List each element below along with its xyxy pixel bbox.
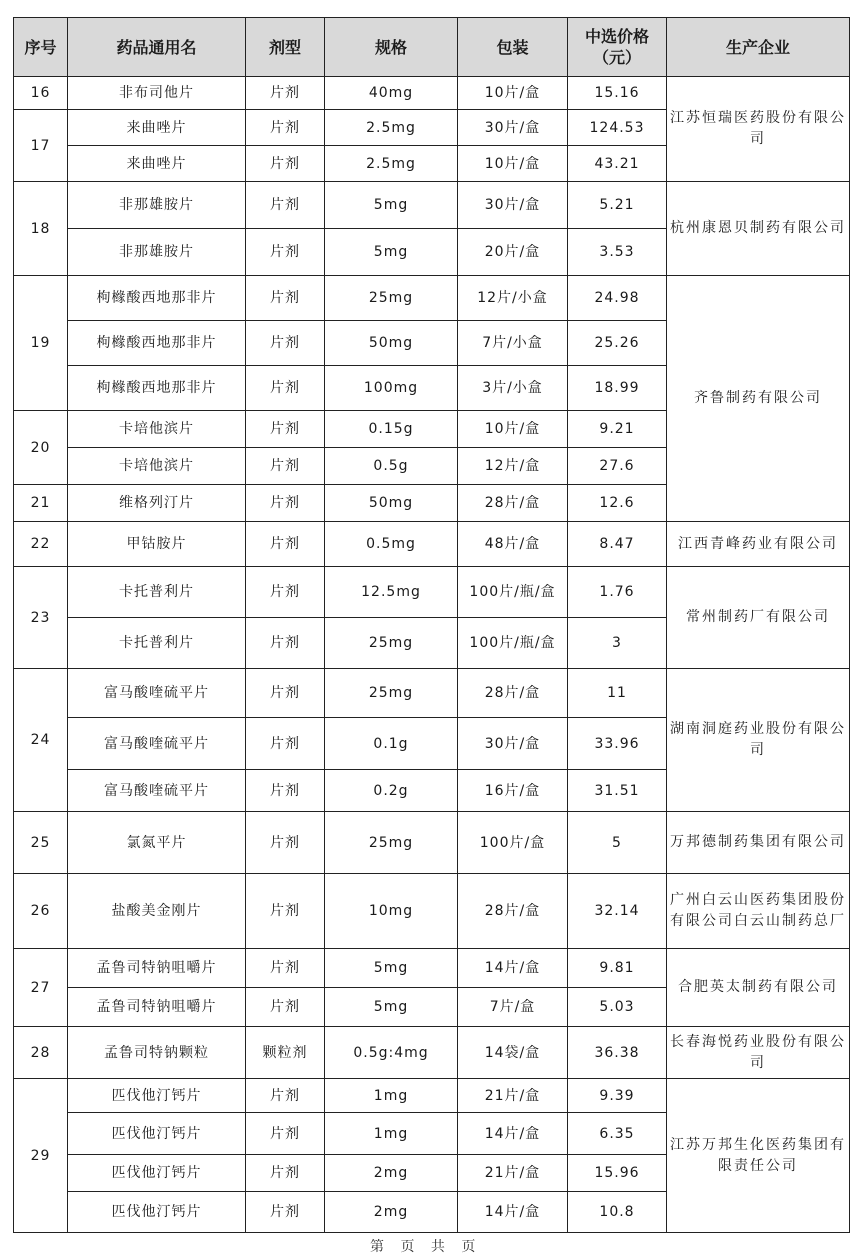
cell-form: 片剂 [246,1192,325,1233]
cell-spec: 100mg [325,366,458,411]
cell-form: 片剂 [246,448,325,485]
cell-no: 20 [14,411,68,485]
cell-spec: 5mg [325,182,458,229]
cell-form: 片剂 [246,485,325,522]
cell-pack: 100片/瓶/盒 [458,618,568,669]
cell-price: 6.35 [568,1113,667,1155]
cell-pack: 14片/盒 [458,949,568,988]
cell-company: 江苏恒瑞医药股份有限公司 [667,77,850,182]
cell-pack: 10片/盒 [458,411,568,448]
cell-spec: 50mg [325,321,458,366]
cell-name: 卡托普利片 [68,567,246,618]
cell-name: 非那雄胺片 [68,229,246,276]
cell-price: 3.53 [568,229,667,276]
cell-pack: 7片/小盒 [458,321,568,366]
cell-name: 维格列汀片 [68,485,246,522]
table-row [14,567,850,618]
cell-spec: 0.15g [325,411,458,448]
cell-name: 盐酸美金刚片 [68,874,246,949]
cell-price: 24.98 [568,276,667,321]
cell-pack: 48片/盒 [458,522,568,567]
cell-no: 24 [14,669,68,812]
cell-form: 片剂 [246,276,325,321]
cell-spec: 1mg [325,1113,458,1155]
cell-name: 甲钴胺片 [68,522,246,567]
cell-form: 片剂 [246,874,325,949]
cell-name: 枸橼酸西地那非片 [68,321,246,366]
header-price-line2: （元） [592,48,641,67]
cell-price: 9.39 [568,1079,667,1113]
cell-price: 12.6 [568,485,667,522]
cell-spec: 25mg [325,276,458,321]
cell-name: 来曲唑片 [68,146,246,182]
cell-spec: 2.5mg [325,110,458,146]
cell-spec: 0.5g [325,448,458,485]
cell-price: 11 [568,669,667,718]
cell-price: 32.14 [568,874,667,949]
cell-no: 29 [14,1079,68,1233]
cell-company: 常州制药厂有限公司 [667,567,850,669]
cell-spec: 0.5mg [325,522,458,567]
cell-spec: 5mg [325,229,458,276]
cell-price: 25.26 [568,321,667,366]
header-price [568,18,667,77]
cell-spec: 25mg [325,812,458,874]
cell-company: 广州白云山医药集团股份有限公司白云山制药总厂 [667,874,850,949]
header-form: 剂型 [246,18,325,77]
cell-pack: 3片/小盒 [458,366,568,411]
table-row [14,949,850,988]
cell-name: 来曲唑片 [68,110,246,146]
header-pack: 包装 [458,18,568,77]
header-price-line1: 中选价格 [584,27,649,46]
cell-price: 43.21 [568,146,667,182]
cell-form: 片剂 [246,182,325,229]
cell-spec: 5mg [325,988,458,1027]
cell-spec: 2.5mg [325,146,458,182]
cell-name: 卡培他滨片 [68,448,246,485]
cell-pack: 7片/盒 [458,988,568,1027]
cell-company: 合肥英太制药有限公司 [667,949,850,1027]
cell-price: 9.81 [568,949,667,988]
table-row [14,77,850,110]
cell-company: 江苏万邦生化医药集团有限责任公司 [667,1079,850,1233]
cell-form: 颗粒剂 [246,1027,325,1079]
table-row [14,1079,850,1113]
cell-spec: 2mg [325,1155,458,1192]
cell-no: 28 [14,1027,68,1079]
cell-spec: 50mg [325,485,458,522]
cell-pack: 14片/盒 [458,1113,568,1155]
cell-spec: 10mg [325,874,458,949]
cell-spec: 40mg [325,77,458,110]
header-no: 序号 [14,18,68,77]
cell-form: 片剂 [246,1113,325,1155]
cell-price: 5.21 [568,182,667,229]
cell-company: 齐鲁制药有限公司 [667,276,850,522]
table-row [14,874,850,949]
cell-form: 片剂 [246,718,325,770]
table-row [14,812,850,874]
table-row [14,276,850,321]
page-footer: 第 页 共 页 [370,1239,482,1255]
cell-form: 片剂 [246,567,325,618]
table-row [14,522,850,567]
cell-pack: 100片/盒 [458,812,568,874]
cell-pack: 30片/盒 [458,182,568,229]
cell-name: 非那雄胺片 [68,182,246,229]
cell-price: 31.51 [568,770,667,812]
cell-spec: 5mg [325,949,458,988]
cell-form: 片剂 [246,229,325,276]
cell-spec: 25mg [325,618,458,669]
cell-name: 匹伐他汀钙片 [68,1155,246,1192]
cell-pack: 10片/盒 [458,146,568,182]
cell-form: 片剂 [246,146,325,182]
cell-pack: 12片/盒 [458,448,568,485]
cell-spec: 25mg [325,669,458,718]
cell-price: 124.53 [568,110,667,146]
cell-name: 非布司他片 [68,77,246,110]
cell-pack: 30片/盒 [458,718,568,770]
cell-spec: 0.1g [325,718,458,770]
cell-company: 湖南洞庭药业股份有限公司 [667,669,850,812]
cell-company: 江西青峰药业有限公司 [667,522,850,567]
cell-name: 匹伐他汀钙片 [68,1079,246,1113]
cell-form: 片剂 [246,1155,325,1192]
cell-name: 孟鲁司特钠颗粒 [68,1027,246,1079]
cell-form: 片剂 [246,411,325,448]
cell-pack: 28片/盒 [458,669,568,718]
drug-price-table [13,17,850,1233]
cell-pack: 12片/小盒 [458,276,568,321]
cell-spec: 1mg [325,1079,458,1113]
cell-pack: 100片/瓶/盒 [458,567,568,618]
header-spec: 规格 [325,18,458,77]
cell-form: 片剂 [246,988,325,1027]
cell-price: 9.21 [568,411,667,448]
cell-pack: 21片/盒 [458,1079,568,1113]
cell-name: 匹伐他汀钙片 [68,1113,246,1155]
cell-pack: 28片/盒 [458,874,568,949]
cell-price: 15.96 [568,1155,667,1192]
cell-name: 氯氮平片 [68,812,246,874]
cell-spec: 0.2g [325,770,458,812]
table-row [14,182,850,229]
cell-price: 5 [568,812,667,874]
cell-price: 5.03 [568,988,667,1027]
cell-form: 片剂 [246,949,325,988]
cell-pack: 16片/盒 [458,770,568,812]
cell-no: 22 [14,522,68,567]
cell-pack: 21片/盒 [458,1155,568,1192]
table-row [14,1027,850,1079]
cell-form: 片剂 [246,110,325,146]
cell-name: 孟鲁司特钠咀嚼片 [68,988,246,1027]
cell-spec: 2mg [325,1192,458,1233]
cell-price: 18.99 [568,366,667,411]
cell-name: 富马酸喹硫平片 [68,770,246,812]
cell-no: 18 [14,182,68,276]
cell-name: 匹伐他汀钙片 [68,1192,246,1233]
cell-price: 27.6 [568,448,667,485]
cell-name: 卡培他滨片 [68,411,246,448]
cell-name: 孟鲁司特钠咀嚼片 [68,949,246,988]
cell-pack: 14片/盒 [458,1192,568,1233]
cell-price: 36.38 [568,1027,667,1079]
cell-price: 8.47 [568,522,667,567]
cell-no: 26 [14,874,68,949]
cell-no: 21 [14,485,68,522]
cell-form: 片剂 [246,1079,325,1113]
cell-name: 富马酸喹硫平片 [68,669,246,718]
cell-form: 片剂 [246,770,325,812]
cell-form: 片剂 [246,77,325,110]
cell-name: 枸橼酸西地那非片 [68,366,246,411]
cell-price: 3 [568,618,667,669]
cell-pack: 30片/盒 [458,110,568,146]
cell-form: 片剂 [246,321,325,366]
cell-price: 15.16 [568,77,667,110]
header-company: 生产企业 [667,18,850,77]
cell-price: 33.96 [568,718,667,770]
cell-form: 片剂 [246,669,325,718]
cell-price: 10.8 [568,1192,667,1233]
cell-spec: 0.5g:4mg [325,1027,458,1079]
cell-no: 19 [14,276,68,411]
header-name: 药品通用名 [68,18,246,77]
cell-form: 片剂 [246,812,325,874]
cell-no: 17 [14,110,68,182]
cell-name: 枸橼酸西地那非片 [68,276,246,321]
cell-no: 16 [14,77,68,110]
table-row [14,669,850,718]
cell-pack: 20片/盒 [458,229,568,276]
cell-company: 万邦德制药集团有限公司 [667,812,850,874]
cell-company: 杭州康恩贝制药有限公司 [667,182,850,276]
cell-form: 片剂 [246,618,325,669]
cell-no: 27 [14,949,68,1027]
cell-pack: 10片/盒 [458,77,568,110]
cell-spec: 12.5mg [325,567,458,618]
cell-pack: 28片/盒 [458,485,568,522]
cell-form: 片剂 [246,522,325,567]
cell-no: 23 [14,567,68,669]
cell-form: 片剂 [246,366,325,411]
cell-pack: 14袋/盒 [458,1027,568,1079]
cell-name: 卡托普利片 [68,618,246,669]
cell-price: 1.76 [568,567,667,618]
table-header-row [14,18,850,77]
cell-company: 长春海悦药业股份有限公司 [667,1027,850,1079]
cell-name: 富马酸喹硫平片 [68,718,246,770]
cell-no: 25 [14,812,68,874]
